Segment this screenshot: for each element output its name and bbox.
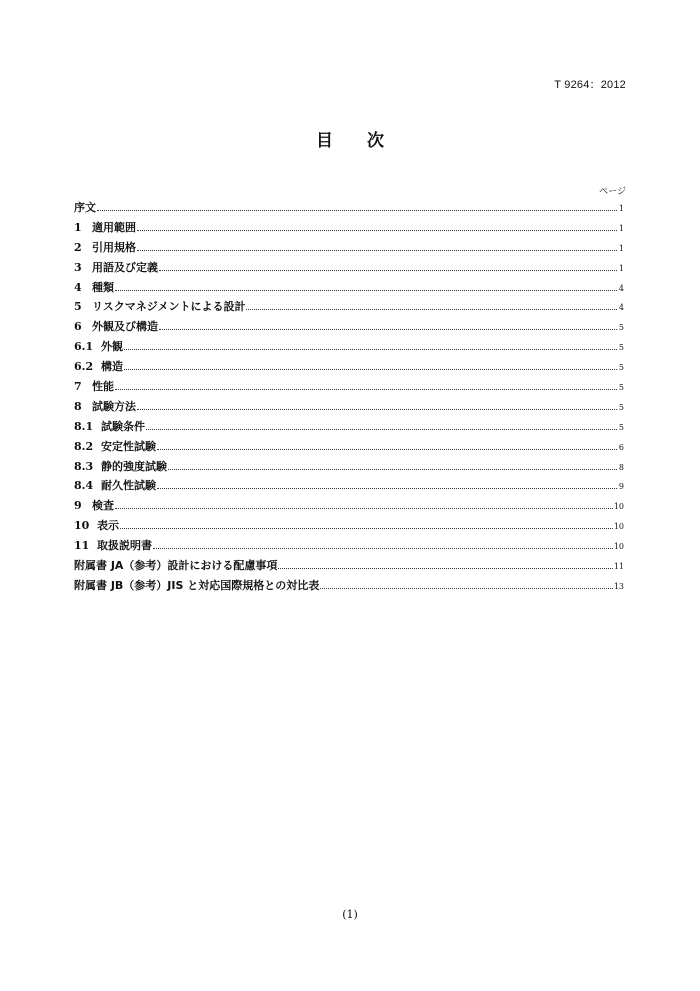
toc-entry[interactable] xyxy=(74,557,624,577)
toc-entry-title: 外観及び構造 xyxy=(92,320,158,334)
toc-entry[interactable] xyxy=(74,418,624,438)
toc-entry-number: 1 xyxy=(74,220,82,234)
toc-entry-page: 5 xyxy=(618,383,624,393)
toc-entry-page: 10 xyxy=(613,542,624,552)
toc-entry-number: 9 xyxy=(74,499,82,513)
dot-leader xyxy=(137,408,617,410)
toc-entry-number: 5 xyxy=(74,300,82,314)
dot-leader xyxy=(115,507,613,509)
toc-entry-page: 1 xyxy=(618,243,624,253)
toc-entry[interactable] xyxy=(74,298,624,318)
toc-entry-title: 静的強度試験 xyxy=(101,459,167,473)
dot-leader xyxy=(168,468,617,470)
toc-entry-title: 序文 xyxy=(74,201,96,214)
dot-leader xyxy=(157,448,617,450)
toc-entry-number: 6 xyxy=(74,320,82,334)
toc-entry-page: 11 xyxy=(613,562,624,572)
toc-entry-title: 表示 xyxy=(97,519,119,533)
page-column-label: ページ xyxy=(599,187,626,197)
toc-entry[interactable] xyxy=(74,318,624,338)
toc-entry-number: 8.3 xyxy=(74,459,94,473)
toc-entry-page: 10 xyxy=(613,522,624,532)
dot-leader xyxy=(153,547,613,549)
toc-entry[interactable] xyxy=(74,517,624,537)
toc-entry[interactable] xyxy=(74,279,624,299)
toc-entry-title: 検査 xyxy=(92,499,114,513)
toc-entry-number: 8.1 xyxy=(74,419,94,433)
toc-entry[interactable] xyxy=(74,458,624,478)
toc-entry[interactable] xyxy=(74,577,624,597)
dot-leader xyxy=(115,388,617,390)
toc-entry-title: 種類 xyxy=(92,280,114,294)
toc-entry-page: 6 xyxy=(618,442,624,452)
page-title: 目 次 xyxy=(316,131,398,151)
toc-entry-title: 附属書 JA（参考）設計における配慮事項 xyxy=(74,559,278,573)
toc-entry-number: 11 xyxy=(74,539,90,553)
toc-entry-page: 4 xyxy=(618,283,624,293)
toc-entry[interactable] xyxy=(74,338,624,358)
dot-leader xyxy=(278,567,612,569)
toc-entry-title: 外観 xyxy=(101,340,123,354)
dot-leader xyxy=(137,249,617,251)
toc-entry-page: 1 xyxy=(618,223,624,233)
toc-entry[interactable] xyxy=(74,497,624,517)
toc-entry-page: 10 xyxy=(613,502,624,512)
toc-entry-number: 6.2 xyxy=(74,360,94,374)
toc-entry-page: 4 xyxy=(618,303,624,313)
toc-entry[interactable] xyxy=(74,438,624,458)
toc-entry-title: 試験方法 xyxy=(92,399,136,413)
toc-entry-title: 性能 xyxy=(92,380,114,394)
dot-leader xyxy=(115,289,617,291)
table-of-contents xyxy=(74,199,624,597)
toc-entry-page: 5 xyxy=(618,323,624,333)
toc-entry-title: 適用範囲 xyxy=(92,220,136,234)
toc-entry[interactable] xyxy=(74,358,624,378)
dot-leader xyxy=(137,229,617,231)
toc-entry[interactable] xyxy=(74,259,624,279)
toc-entry[interactable] xyxy=(74,219,624,239)
toc-entry-number: 6.1 xyxy=(74,340,94,354)
toc-entry-title: 耐久性試験 xyxy=(101,479,156,493)
toc-entry-page: 5 xyxy=(618,343,624,353)
toc-entry-page: 5 xyxy=(618,422,624,432)
page-number: (1) xyxy=(342,908,358,921)
toc-entry-page: 13 xyxy=(613,581,624,591)
dot-leader xyxy=(124,368,617,370)
toc-entry-page: 8 xyxy=(618,462,624,472)
dot-leader xyxy=(97,209,617,211)
toc-entry[interactable] xyxy=(74,199,624,219)
toc-entry[interactable] xyxy=(74,239,624,259)
dot-leader xyxy=(120,527,613,529)
toc-entry-number: 2 xyxy=(74,240,82,254)
toc-entry-title: 構造 xyxy=(101,360,123,374)
dot-leader xyxy=(146,428,617,430)
dot-leader xyxy=(246,308,617,310)
dot-leader xyxy=(159,328,617,330)
toc-entry-title: 用語及び定義 xyxy=(92,260,158,274)
toc-entry-number: 10 xyxy=(74,519,90,533)
toc-entry-number: 7 xyxy=(74,380,82,394)
toc-entry-title: リスクマネジメントによる設計 xyxy=(92,300,246,314)
toc-entry-title: 引用規格 xyxy=(92,240,136,254)
toc-entry-page: 1 xyxy=(618,204,624,213)
dot-leader xyxy=(124,348,617,350)
toc-entry-title: 試験条件 xyxy=(101,419,145,433)
toc-entry-number: 3 xyxy=(74,260,82,274)
document-code: T 9264：2012 xyxy=(554,79,626,91)
dot-leader xyxy=(157,487,617,489)
toc-entry[interactable] xyxy=(74,537,624,557)
toc-entry-page: 5 xyxy=(618,363,624,373)
toc-entry[interactable] xyxy=(74,398,624,418)
toc-entry-number: 8 xyxy=(74,399,82,413)
toc-entry-number: 4 xyxy=(74,280,82,294)
toc-entry-title: 附属書 JB（参考）JIS と対応国際規格との対比表 xyxy=(74,578,320,592)
toc-entry[interactable] xyxy=(74,477,624,497)
toc-entry-title: 安定性試験 xyxy=(101,439,156,453)
toc-entry-number: 8.4 xyxy=(74,479,94,493)
toc-entry-number: 8.2 xyxy=(74,439,94,453)
dot-leader xyxy=(159,269,617,271)
toc-entry-page: 5 xyxy=(618,402,624,412)
toc-entry-page: 1 xyxy=(618,263,624,273)
toc-entry[interactable] xyxy=(74,378,624,398)
toc-entry-title: 取扱説明書 xyxy=(97,539,152,553)
toc-entry-page: 9 xyxy=(618,482,624,492)
dot-leader xyxy=(320,587,613,589)
